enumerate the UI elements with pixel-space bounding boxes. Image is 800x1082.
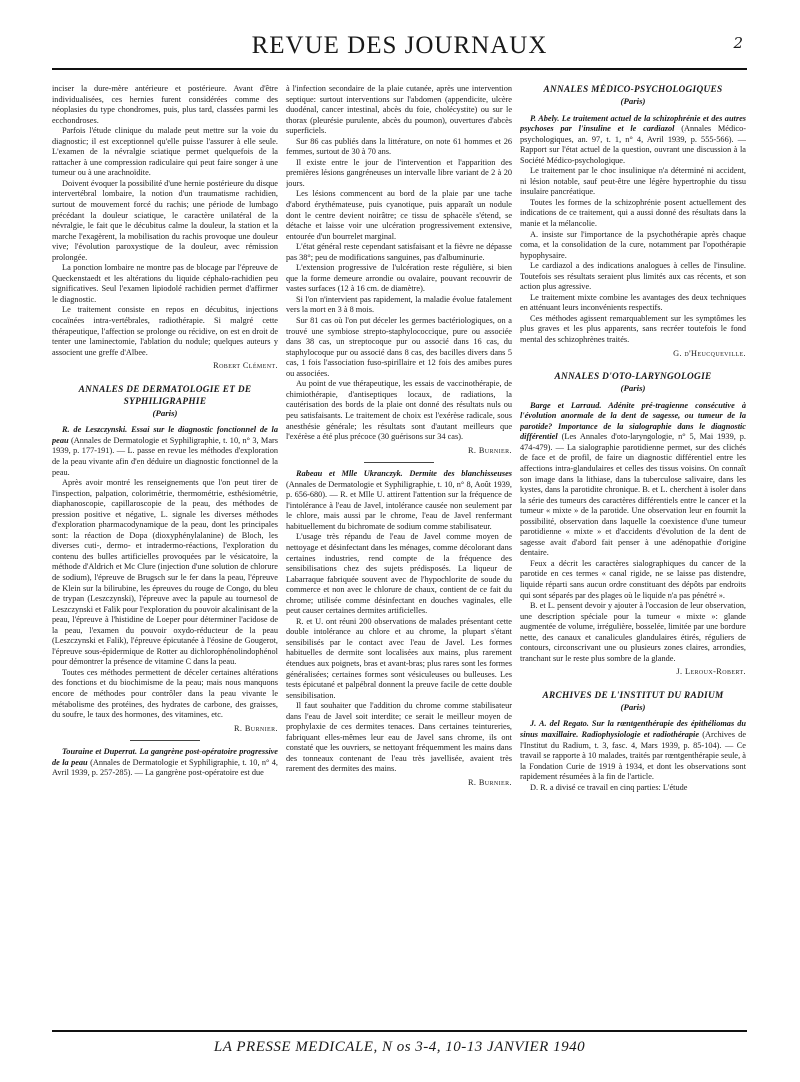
article-title: J. A. del Regato. Sur la rœntgenthérapie des épithéliomas du sinus maxillaire. Radiophysiologie et radiothérapie — [520, 719, 746, 739]
divider — [364, 462, 434, 463]
paragraph: Il faut souhaiter que l'addition du chrome comme stabilisateur dans l'eau de Javel soit interdite; ce serait le meilleur moyen de prophylaxie de ces dermites tenaces. Dans certaines teintureries, fabriquant elles-mêmes leur eau de Javel sans chrome, ils ont constaté que les ouvriers, se nettoyant fréquemment les mains dans des tonneaux contenant de l'eau très javellisée, avaient très rarement des dermites des mains. — [286, 701, 512, 774]
signature: R. Burnier. — [467, 445, 512, 455]
article-entry — [520, 719, 746, 782]
article-title: Touraine et Duperrat. La gangrène post-opératoire progressive de la peau — [52, 747, 278, 767]
column-right — [520, 84, 746, 1014]
page-footer: LA PRESSE MEDICALE, N os 3-4, 10-13 JANVIER 1940 — [52, 1030, 747, 1056]
section-city: (Paris) — [620, 96, 646, 106]
paragraph: Le traitement consiste en repos en décubitus, injections cocaïnées intra-vertébrales, radiothérapie. Si malgré cette thérapeutique, l'affection se prolonge ou récidive, on est en droit de tenter une laminectomie, l'ablation du nodule; quelques auteurs y associent une greffe d'Albee. — [52, 305, 278, 357]
paragraph: Feux a décrit les caractères sialographiques du cancer de la parotide en ces termes « canal rigide, ne se laisse pas distendre, liquide réparti sans aucun ordre constituant des dépôts par endroits qui sont séparés par des plages où le liquide n'a pas pénétré ». — [520, 558, 746, 600]
article-title: P. Abely. Le traitement actuel de la schizophrénie et des autres psychoses par l'insuline et le cardiazol — [520, 113, 746, 134]
article-reference: (Archives de l'Institut du Radium, t. 3, fasc. 4, Mars 1939, p. 85-104). — Ce travail se rapporte à 10 malades, traités par rœntgenthérapie seule, à la Fondation Curie de 1919 à 1934, et dont les observations sont rapidement résumées à la fin de l'article. — [520, 729, 746, 782]
section-city: (Paris) — [152, 407, 178, 418]
section-city: (Paris) — [620, 383, 646, 394]
article-title: Barge et Larraud. Adénite pré-tragienne consécutive à l'évolution anormale de la dent de sagesse, ou tumeur de la parotide? Importance de la sialographie dans le diagnostic différentiel — [520, 400, 746, 442]
paragraph: Toutes les formes de la schizophrénie posent actuellement des indications de ce traitement, qui a aussi donné des résultats dans la manie et la mélancolie. — [520, 197, 746, 229]
paragraph: Il existe entre le jour de l'intervention et l'apparition des premières lésions gangréneuses un intervalle libre variant de 2 à 20 jours. — [286, 157, 512, 188]
article-title: R. de Leszczynski. Essai sur le diagnostic fonctionnel de la peau — [52, 425, 278, 445]
paragraph: Au point de vue thérapeutique, les essais de vaccinothérapie, de chimiothérapie, d'antiseptiques locaux, de radiations, la cautérisation des bords de la plaie ont donné des résultats nuls ou peu satisfaisants. Le traitement de choix est l'exérèse radicale, sous anesthésie générale; les résultats sont d'autant meilleurs que l'exérèse a été plus précoce (30 guérisons sur 34 cas). — [286, 379, 512, 442]
article-entry — [52, 747, 278, 779]
paragraph: B. et L. pensent devoir y ajouter à l'occasion de leur observation, une description spéciale pour la tumeur « mixte »: glande augmentée de volume, irrégulière, bosselée, limitée par une bordure nette, des canaux et canalicules glandulaires étirés, réguliers de contours, circonscrivant une ou plusieurs zones claires, arrondies, tranchant sur le reste plus sombre de la glande. — [520, 601, 746, 663]
article-reference: (Annales de Dermatologie et Syphiligraphie, t. 10, n° 8, Août 1939, p. 656-680). — R. et Mlle U. attirent l'attention sur la fréquence de l'intolérance à l'eau de Javel, intolérance causée non seulement par le chlore, mais aussi par le chrome, l'eau de Javel renfermant habituellement du bichromate de sodium comme stabilisateur. — [286, 479, 512, 531]
article-reference: (Annales Médico-psychologiques, an. 97, t. 1, n° 4, Avril 1939, p. 555-566). — Rapport sur l'état actuel de la question, ouvrant une discussion à la Société Médico-psychologique. — [520, 124, 746, 165]
article-reference: (Les Annales d'oto-laryngologie, n° 5, Mai 1939, p. 474-479). — La sialographie parotidienne permet, sur des clichés de face et de profil, de faire un diagnostic différentiel entre les affections intra-glandulaires et celles des tissus voisins. On connaît son image dans la lithiase, dans la tuberculose salivaire, dans les kystes, dans la parotidite chronique. B. et L. cherchent à isoler dans la série des tumeurs des caractères différentiels entre le cancer et la tumeur « mixte » de la parotide. Une observation leur en fournit la possibilité, observation dans laquelle la coexistence d'une tumeur parotidienne « mixte » et d'accidents d'évolution de la dent de sagesse avait d'abord fait penser à une adénopathie d'origine dentaire. — [520, 432, 746, 558]
journal-title: REVUE DES JOURNAUX — [251, 32, 548, 59]
signature: J. Leroux-Robert. — [676, 667, 746, 677]
section-city: (Paris) — [620, 701, 646, 712]
paragraph: Parfois l'étude clinique du malade peut mettre sur la voie du diagnostic; il est exceptionnel qu'elle puisse l'assurer à elle seule. L'examen de la névralgie sciatique permet quelquefois de la rattacher à une compression radiculaire qui peut faire songer à une tumeur ou à une arachnoïdite. — [52, 126, 278, 178]
paragraph: Le traitement mixte combine les avantages des deux techniques en atténuant leurs inconvénients respectifs. — [520, 292, 746, 313]
paragraph: L'état général reste cependant satisfaisant et la fièvre ne dépasse pas 38°; peu de modifications sanguines, pas d'albuminurie. — [286, 242, 512, 262]
article-entry — [52, 425, 278, 478]
signature: R. Burnier. — [233, 723, 278, 733]
page-header — [52, 28, 747, 70]
paragraph: Sur 86 cas publiés dans la littérature, on note 61 hommes et 26 femmes, surtout de 30 à 70 ans. — [286, 136, 512, 157]
section-heading: ANNALES DE DERMATOLOGIE ET DE SYPHILIGRAPHIE — [78, 384, 252, 407]
paragraph: Si l'on n'intervient pas rapidement, la maladie évolue fatalement vers la mort en 3 à 8 mois. — [286, 294, 512, 315]
article-reference: (Annales de Dermatologie et Syphiligraphie, t. 10, n° 3, Mars 1939, p. 177-191). — L. passe en revue les méthodes d'exploration de la peau vivante afin d'en déduire un diagnostic fonctionnel de la peau. — [52, 435, 278, 477]
paragraph: Toutes ces méthodes permettent de déceler certaines altérations des fonctions et du biochimisme de la peau; mais nous manquons encore de méthodes pour contrôler dans la peau vivante le métabolisme des protéines, des hydrates de carbone, des graisses, du soufre, le taux des hormones, des vitamines, etc. — [52, 667, 278, 720]
paragraph: Le traitement par le choc insulinique n'a déterminé ni accident, ni lésion notable, sauf peut-être une légère hypertrophie du tissu insulaire pancréatique. — [520, 166, 746, 197]
article-reference: (Annales de Dermatologie et Syphiligraphie, t. 10, n° 4, Avril 1939, p. 257-285). — La gangrène post-opératoire est due — [52, 757, 278, 778]
article-entry — [286, 469, 512, 532]
article-entry — [520, 401, 746, 559]
paragraph: Le cardiazol a des indications analogues à celles de l'insuline. Toutefois ses résultats seraient plus limités aux cas récents, et son action plus agressive. — [520, 261, 746, 292]
column-middle — [286, 84, 512, 1014]
paragraph: Doivent évoquer la possibilité d'une hernie postérieure du disque intervertébral lombaire, la notion d'un traumatisme rachidien, surtout de mouvement forcé du rachis; une période de lumbago précédant la douleur sciatique, le caractère unilatéral de la névralgie, le fait que le décubitus calme la douleur, la station et la marche l'exagèrent, la mobilisation du rachis provoque une douleur vive; l'évolution paroxystique de la douleur, avec rémission prolongée. — [52, 178, 278, 262]
text-columns — [52, 84, 747, 1014]
section-heading: ANNALES MÉDICO-PSYCHOLOGIQUES — [543, 85, 723, 95]
divider — [130, 740, 200, 741]
paragraph: D. R. a divisé ce travail en cinq parties: L'étude — [530, 782, 688, 792]
paragraph: Ces méthodes agissent remarquablement sur les symptômes les plus graves et les plus apparents, sans recréer toutefois le fond mental des schizophrènes traités. — [520, 313, 746, 345]
journal-page — [52, 28, 747, 1068]
signature: R. Burnier. — [467, 778, 512, 787]
signature: G. d'Heucqueville. — [673, 348, 746, 358]
section-heading: ARCHIVES DE L'INSTITUT DU RADIUM — [542, 690, 724, 701]
paragraph: Les lésions commencent au bord de la plaie par une tache d'abord érythémateuse, puis cyanotique, puis apparaît un nodule dont le centre devient noirâtre; ce tissu de sphacèle s'étend, se détache et laisse voir une ulcération progressivement extensive, entourée d'un bourrelet marginal. — [286, 189, 512, 241]
paragraph: inciser la dure-mère antérieure et postérieure. Avant d'être individualisées, ces hernies furent considérées comme des néoplasies du type chondromes, puis, plus tard, classées parmi les ecchondroses. — [52, 84, 278, 125]
paragraph: Sur 81 cas où l'on put déceler les germes bactériologiques, on a trouvé une symbiose strepto-staphylococcique, pure ou associée dans 38 cas, un streptocoque pur ou associé dans 16 cas, du staphylocoque pur ou associé dans 8 cas, des bacilles divers dans 5 cas, 1 fois l'association fuso-spirillaire et 12 fois des amibes pures ou associées. — [286, 316, 512, 378]
section-heading: ANNALES D'OTO-LARYNGOLOGIE — [554, 372, 712, 383]
paragraph: L'usage très répandu de l'eau de Javel comme moyen de nettoyage et désinfectant dans les ménages, comme décolorant dans certaines industries, rend compte de la fréquence des sensibilisations chez des sujets prédisposés. La liqueur de Labarraque fabriquée souvent avec de l'hypochlorite de soude du commerce et non avec le chlorure de chaux, contient de ce fait du chrome; utilisée comme désinfectant en douches vaginales, elle peut causer certaines dermites artificielles. — [286, 532, 512, 616]
article-entry — [520, 114, 746, 167]
page-number: 2 — [733, 34, 743, 52]
paragraph: La ponction lombaire ne montre pas de blocage par l'épreuve de Queckenstaedt et les altérations du liquide céphalo-rachidien peu significatives. Seul l'examen lipiodolé rachidien permet d'affirmer le diagnostic. — [52, 263, 278, 304]
paragraph: R. et U. ont réuni 200 observations de malades présentant cette double intolérance au chlore et au chrome, la plupart s'étant sensibilisés par le contact avec l'eau de Javel. Les formes habituelles de dermite sont localisées aux mains, plus rarement étendues aux poignets, bras et avant-bras; plus rares sont les formes généralisées; certaines formes sont vésiculeuses ou bulleuses. Les tests épicutané et palpébral donnent la preuve facile de cette double sensibilisation. — [286, 616, 512, 700]
paragraph: L'extension progressive de l'ulcération reste régulière, si bien que la forme demeure arrondie ou ovalaire, pouvant recouvrir de vastes surfaces (12 à 16 cm. de diamètre). — [286, 263, 512, 294]
paragraph: Après avoir montré les renseignements que l'on peut tirer de l'inspection, palpation, colorimétrie, thermométrie, esthésiométrie, diaphanoscopie, capillaroscopie de la peau, des méthodes de pression positive et négative, L. signale les diverses méthodes d'exploration pharmacodynamique de la peau, dont les principales sont: la réaction de Dopa (dioxyphénylalanine) de Bloch, les diverses cuti-, dermo- et intradermo-réactions, l'exploration du contenu des bulles artificielles provoquées par le vésicatoire, la méthode d'Aldrich et Mc Clure (injection d'une solution de chlorure de sodium), l'épreuve de Brugsch sur le fer dans la peau, l'épreuve de Klein sur la bilirubine, les épreuves du rouge de Congo, du bleu de trypan (Leszczynski), l'épreuve avec la papule au tournesol de Leszczynski et Falik pour l'exploration du pouvoir alcalinisant de la peau, l'épreuve à l'histidine de Loeper pour déterminer l'acidose de la peau, l'examen du pouvoir oxydo-réducteur de la peau (Leszczynski et Falik), l'épreuve épicutanée à l'éosine de Gougerot, l'épreuve sous-épidermique de Rotter au dichlorophénolindophénol pour démontrer la présence de vitamine C dans la peau. — [52, 478, 278, 667]
column-left — [52, 84, 278, 1014]
paragraph: A. insiste sur l'importance de la psychothérapie après chaque coma, et la consolidation de la cure, notamment par l'opothérapie hypophysaire. — [520, 229, 746, 260]
article-title: Rabeau et Mlle Ukranczyk. Dermite des blanchisseuses — [296, 469, 512, 479]
paragraph: à l'infection secondaire de la plaie cutanée, après une intervention septique: surtout interventions sur l'abdomen (appendicite, ulcère duodénal, cancer intestinal, abcès du foie, cholécystite) ou sur le thorax (pleurésie purulente, abcès du poumon), ouvertures d'abcès superficiels. — [286, 84, 512, 136]
signature: Robert Clément. — [213, 361, 278, 371]
